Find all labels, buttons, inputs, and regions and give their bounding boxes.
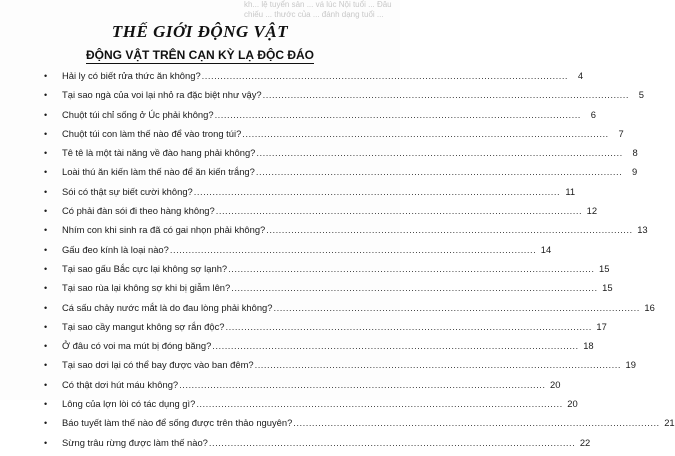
toc-entry xyxy=(44,89,644,108)
page-title: THẾ GIỚI ĐỘNG VẬT xyxy=(111,22,289,41)
toc-entry-page-number: 8 xyxy=(632,147,638,159)
toc-entry-page-number: 12 xyxy=(586,205,598,217)
dot-leader xyxy=(242,128,608,139)
toc-entry-page-number: 20 xyxy=(567,398,578,410)
bleed-through-text: kh... lệ tuyển sản ... vá lúc Nội tuổi ... Đâu chiếu ... thước của ... đánh dạng tuổi ... xyxy=(244,0,392,19)
toc-entry-question: Tại sao dơi lại có thể bay được vào ban đêm? xyxy=(62,359,254,371)
toc-entry xyxy=(44,262,610,282)
toc-entry-question: Ở đâu có voi ma mút bị đóng băng? xyxy=(62,340,212,352)
bullet-icon: • xyxy=(44,283,48,294)
bullet-icon: • xyxy=(44,225,48,236)
toc-entry xyxy=(44,147,638,166)
dot-leader xyxy=(216,205,582,216)
dot-leader xyxy=(170,244,536,255)
section-subtitle xyxy=(0,48,400,62)
toc-entry xyxy=(44,436,591,456)
dot-leader xyxy=(226,321,592,332)
bullet-icon: • xyxy=(44,148,48,159)
toc-entry-page-number: 15 xyxy=(599,262,610,274)
toc-entry xyxy=(44,301,655,321)
toc-entry-question: Nhím con khi sinh ra đã có gai nhọn phải không? xyxy=(62,224,266,236)
toc-entry-page-number: 9 xyxy=(632,166,638,178)
dot-leader xyxy=(179,379,545,390)
toc-entry xyxy=(44,320,607,340)
toc-entry-question: Cá sấu chảy nước mắt là do đau lòng phải không? xyxy=(62,301,273,313)
toc-entry-question: Chuột túi con làm thế nào để vào trong túi? xyxy=(62,127,242,139)
toc-entry xyxy=(44,127,624,147)
toc-entry-question: Tê tê là một tài năng về đào hang phải không? xyxy=(62,147,256,159)
toc-entry xyxy=(44,359,636,378)
toc-entry-question: Gấu đeo kính là loại nào? xyxy=(62,243,169,255)
bullet-icon: • xyxy=(44,71,48,81)
toc-entry-question: Tại sao ngà của voi lại nhỏ ra đặc biệt như vậy? xyxy=(62,89,262,101)
dot-leader xyxy=(273,302,639,313)
dot-leader xyxy=(196,398,562,409)
toc-entry-page-number: 21 xyxy=(664,417,675,429)
bullet-icon: • xyxy=(44,321,48,332)
toc-entry xyxy=(44,282,613,301)
toc-entry xyxy=(44,417,675,436)
toc-entry-question: Tại sao cầy mangut không sợ rắn độc? xyxy=(62,320,225,332)
dot-leader xyxy=(256,166,622,177)
bullet-icon: • xyxy=(44,90,48,101)
bullet-icon: • xyxy=(44,109,48,120)
dot-leader xyxy=(209,437,575,448)
dot-leader xyxy=(228,263,594,274)
toc-entry-question: Tại sao gấu Bắc cực lại không sợ lạnh? xyxy=(62,262,228,274)
bullet-icon: • xyxy=(44,379,48,390)
toc-entry-question: Có phải đàn sói đi theo hàng không? xyxy=(62,205,215,217)
toc-entry-page-number: 13 xyxy=(637,224,648,236)
toc-entry xyxy=(44,185,576,205)
bullet-icon: • xyxy=(44,418,48,429)
toc-entry-question: Báo tuyết làm thế nào để sống được trên thảo nguyên? xyxy=(62,417,293,429)
toc-entry-question: Có thật dơi hút máu không? xyxy=(62,378,179,390)
toc-entry-page-number: 22 xyxy=(579,436,591,448)
toc-entry-question: Chuột túi chỉ sống ở Úc phải không? xyxy=(62,108,214,120)
bullet-icon: • xyxy=(44,128,48,139)
bullet-icon: • xyxy=(44,263,48,274)
toc-entry xyxy=(44,378,561,398)
toc-entry xyxy=(44,166,638,185)
toc-entry xyxy=(44,205,598,224)
section-subtitle-text: ĐỘNG VẬT TRÊN CẠN KỲ LẠ ĐỘC ĐÁO xyxy=(86,48,314,62)
dot-leader xyxy=(215,109,581,120)
toc-entry-page-number: 14 xyxy=(540,243,552,255)
bullet-icon: • xyxy=(44,302,48,313)
toc-entry-page-number: 5 xyxy=(638,89,644,101)
toc-entry-page-number: 20 xyxy=(550,378,561,390)
toc-entry xyxy=(44,340,594,359)
toc-entry xyxy=(44,398,578,417)
dot-leader xyxy=(255,359,621,370)
toc-entry-page-number: 19 xyxy=(625,359,636,371)
toc-entry-page-number: 7 xyxy=(618,127,624,139)
toc-entry-page-number: 6 xyxy=(590,108,596,120)
bullet-icon: • xyxy=(44,167,48,178)
bullet-icon: • xyxy=(44,341,48,352)
toc-entry-question: Loài thú ăn kiến làm thế nào để ăn kiến trắng? xyxy=(62,166,255,178)
toc-entry-page-number: 15 xyxy=(602,282,613,294)
toc-entry xyxy=(44,224,648,243)
dot-leader xyxy=(212,340,578,351)
toc-entry-page-number: 4 xyxy=(577,70,584,81)
toc-entry-question: Lông của lợn lòi có tác dụng gì? xyxy=(62,398,196,410)
toc-entry-question: Sừng trâu rừng được làm thế nào? xyxy=(62,436,208,448)
dot-leader xyxy=(231,282,597,293)
toc-entry xyxy=(44,70,584,89)
toc-entry-question: Sói có thật sự biết cười không? xyxy=(62,185,193,197)
toc-entry-page-number: 17 xyxy=(596,320,607,332)
toc-entry-page-number: 11 xyxy=(565,185,576,197)
bullet-icon: • xyxy=(44,206,48,217)
toc-entry-question: Tại sao rùa lại không sợ khi bị giẫm lên? xyxy=(62,282,231,294)
toc-entry-page-number: 18 xyxy=(583,340,594,352)
table-of-contents xyxy=(44,70,675,456)
dot-leader xyxy=(194,186,560,197)
bullet-icon: • xyxy=(44,399,48,410)
toc-entry-question: Hải ly có biết rửa thức ăn không? xyxy=(62,70,201,81)
dot-leader xyxy=(266,224,632,235)
dot-leader xyxy=(263,89,629,100)
dot-leader xyxy=(202,70,568,81)
toc-entry xyxy=(44,108,596,128)
toc-entry-page-number: 16 xyxy=(644,301,655,313)
toc-entry xyxy=(44,243,552,263)
bullet-icon: • xyxy=(44,360,48,371)
dot-leader xyxy=(256,147,622,158)
dot-leader xyxy=(293,417,659,428)
bullet-icon: • xyxy=(44,437,48,448)
bullet-icon: • xyxy=(44,186,48,197)
bullet-icon: • xyxy=(44,244,48,255)
